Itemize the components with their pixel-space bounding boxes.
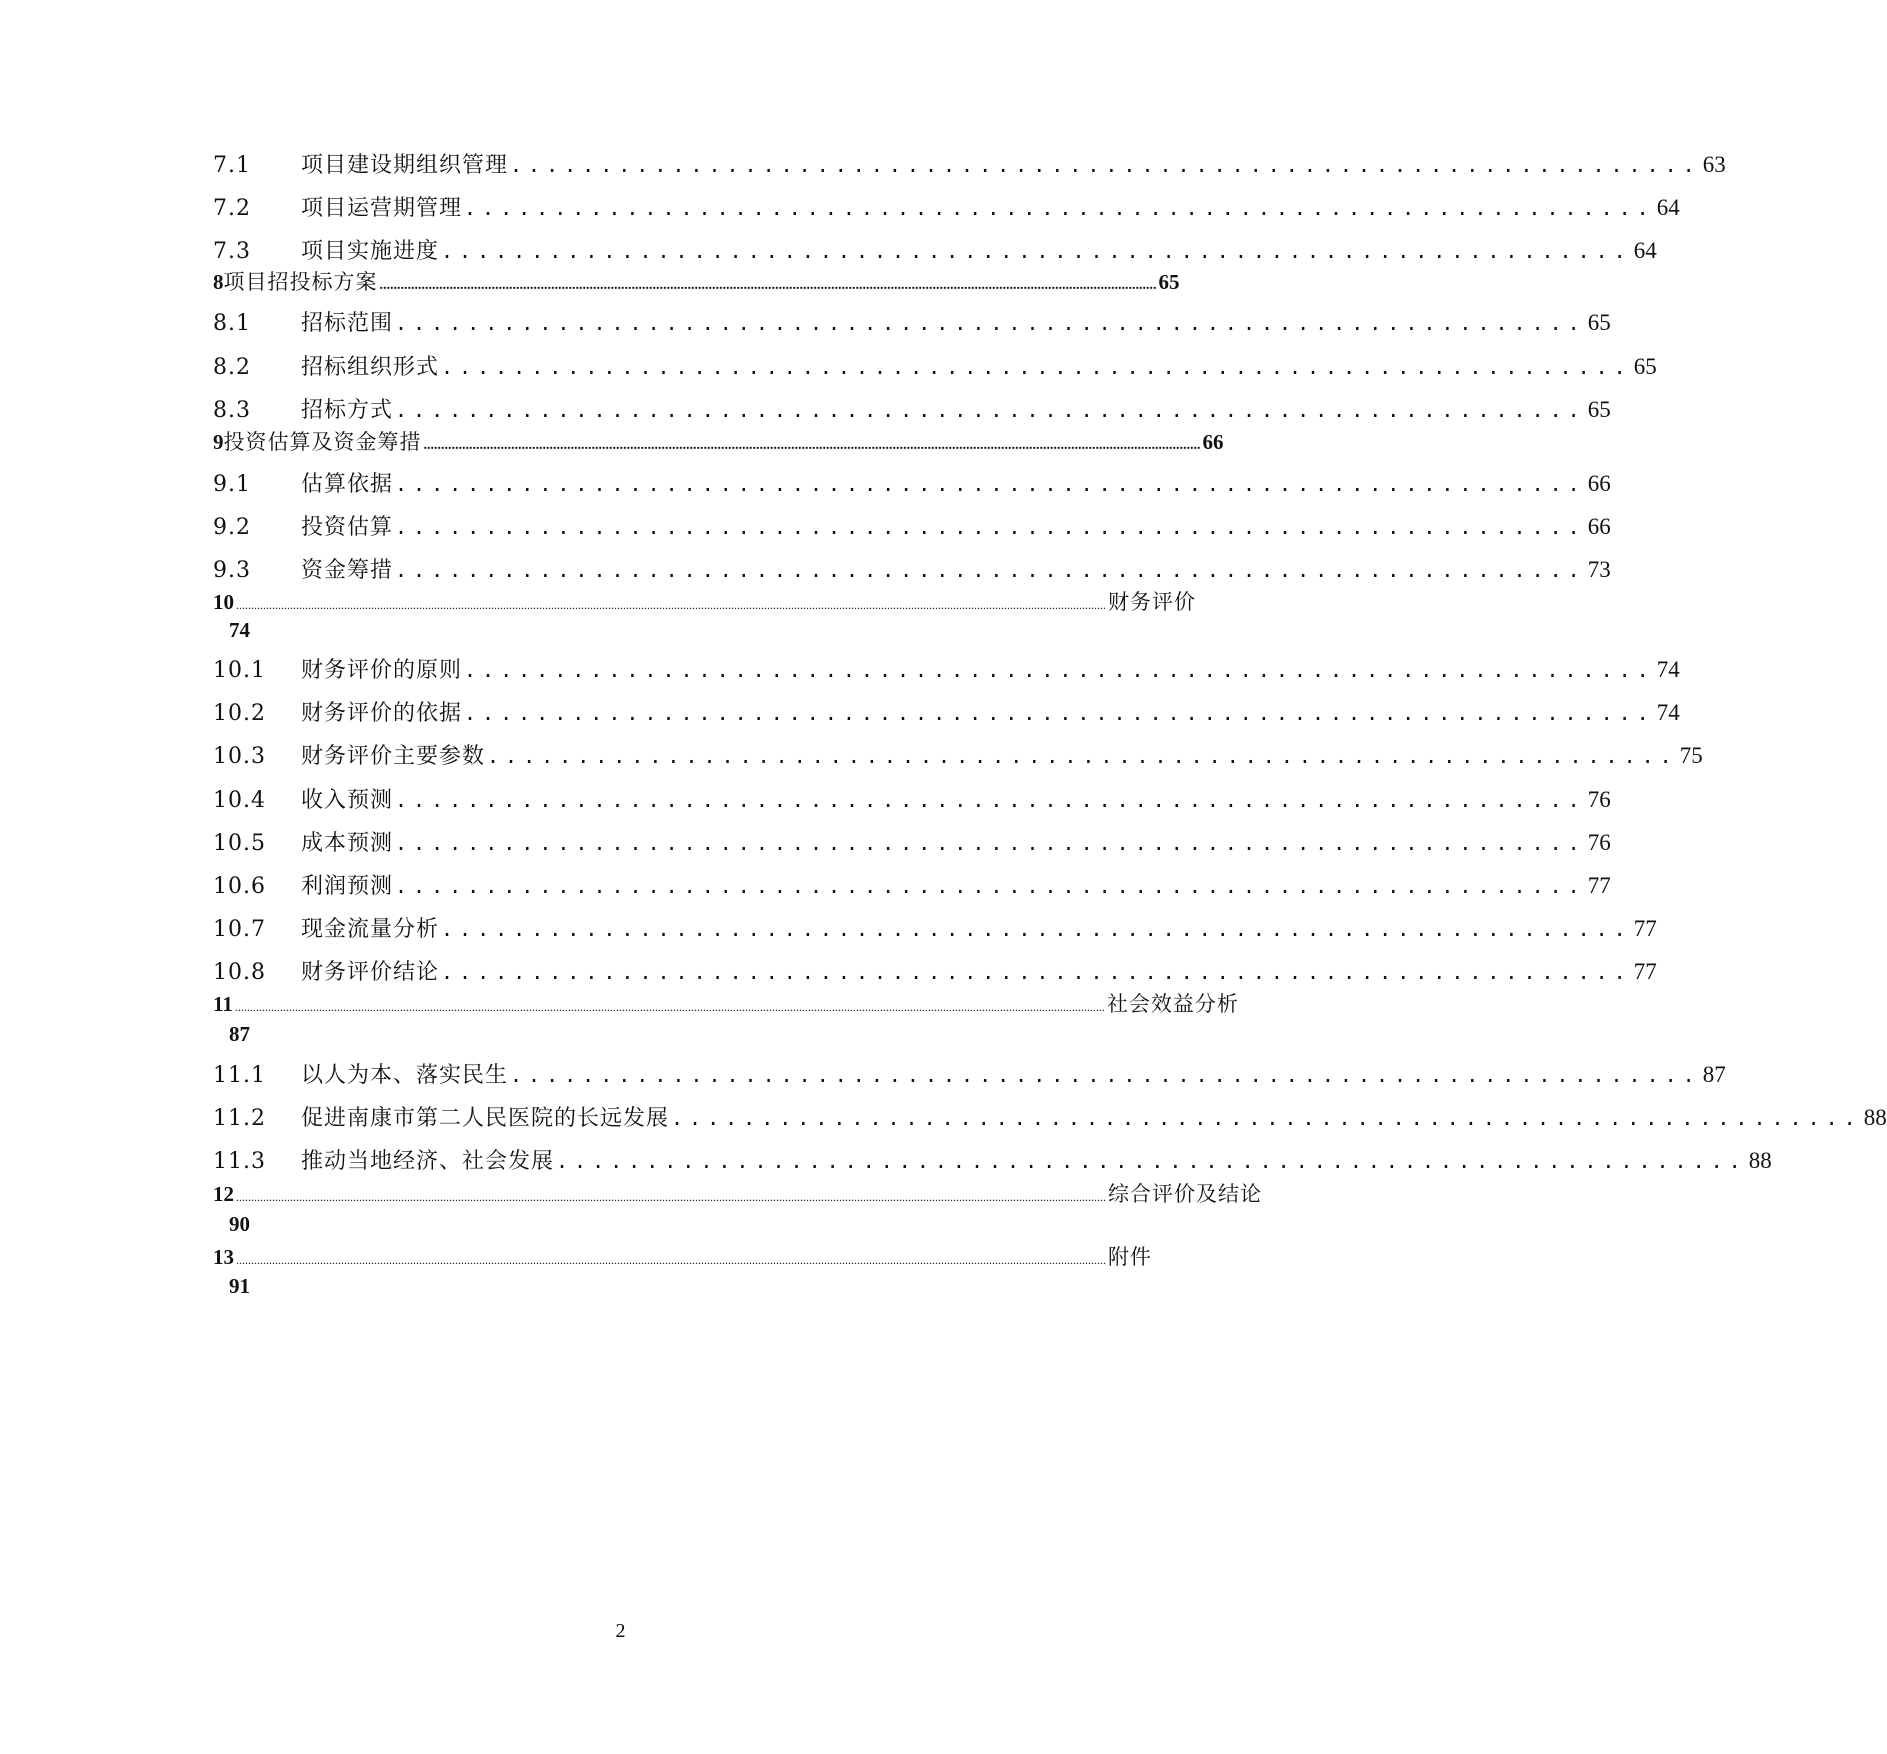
toc-chapter-number: 9	[213, 430, 224, 454]
dot-leader: ..................................................................	[464, 196, 1655, 220]
dot-leader: ..................................................................	[510, 153, 1701, 177]
toc-entry[interactable]	[213, 352, 1657, 382]
toc-entry-page: 77	[1633, 959, 1657, 984]
dot-leader: ..................................................................	[441, 917, 1632, 941]
toc-entry-page: 76	[1587, 787, 1611, 812]
toc-entry-title: 收入预测	[301, 788, 394, 813]
dot-leader: ..............................................................................................................................................................................................................................	[379, 278, 1157, 293]
toc-chapter-page: 91	[229, 1274, 250, 1298]
toc-chapter-page: 74	[229, 618, 250, 642]
toc-entry-page: 88	[1863, 1105, 1887, 1130]
toc-entry-title: 促进南康市第二人民医院的长远发展	[301, 1106, 670, 1131]
toc-chapter-page: 90	[229, 1212, 250, 1236]
toc-entry-page: 66	[1587, 471, 1611, 496]
toc-entry-number: 10.3	[213, 744, 266, 769]
toc-entry-page: 87	[1702, 1062, 1726, 1087]
toc-entry[interactable]	[213, 1146, 1772, 1176]
toc-entry-title: 项目运营期管理	[301, 196, 463, 221]
dot-leader: ..................................................................	[556, 1149, 1747, 1173]
toc-chapter-title: 项目招投标方案	[223, 270, 378, 294]
toc-entry-title: 财务评价结论	[301, 960, 440, 985]
toc-entry-page: 77	[1587, 873, 1611, 898]
dot-leader: ..................................................................................................................................................................................................................................................................................................	[236, 1253, 1106, 1267]
toc-chapter-title: 附件	[1108, 1245, 1152, 1269]
dot-leader: ..................................................................	[395, 558, 1586, 582]
toc-entry-page: 65	[1633, 354, 1657, 379]
toc-entry-number: 8.2	[213, 355, 251, 380]
toc-entry-number: 8.1	[213, 311, 251, 336]
toc-entry-page: 77	[1633, 916, 1657, 941]
toc-entry[interactable]	[213, 395, 1611, 425]
dot-leader: ..................................................................	[441, 355, 1632, 379]
toc-chapter-entry[interactable]	[213, 268, 1180, 296]
toc-chapter-entry[interactable]	[213, 1180, 1262, 1208]
toc-entry[interactable]	[213, 308, 1611, 338]
toc-entry-number: 10.7	[213, 917, 266, 942]
toc-entry[interactable]	[213, 828, 1611, 858]
dot-leader: ..................................................................	[395, 788, 1586, 812]
toc-entry-title: 成本预测	[301, 831, 394, 856]
toc-entry[interactable]	[213, 469, 1611, 499]
toc-entry-title: 财务评价的原则	[301, 658, 463, 683]
toc-entry-title: 资金筹措	[301, 558, 394, 583]
toc-chapter-title: 综合评价及结论	[1108, 1182, 1262, 1206]
toc-entry-title: 招标组织形式	[301, 355, 440, 380]
toc-entry-number: 10.4	[213, 788, 266, 813]
toc-entry[interactable]	[213, 785, 1611, 815]
toc-entry-title: 财务评价的依据	[301, 701, 463, 726]
toc-entry-page: 73	[1587, 557, 1611, 582]
toc-entry[interactable]	[213, 1103, 1887, 1133]
toc-entry[interactable]	[213, 555, 1611, 585]
dot-leader: ..................................................................	[395, 831, 1586, 855]
toc-entry-number: 11.3	[213, 1149, 266, 1174]
toc-entry-title: 招标范围	[301, 311, 394, 336]
toc-entry-page: 64	[1633, 238, 1657, 263]
toc-entry-number: 7.3	[213, 239, 251, 264]
dot-leader: ..................................................................................................................................................................................................................................................................................................	[236, 598, 1106, 612]
toc-entry[interactable]	[213, 1060, 1726, 1090]
toc-entry-title: 项目实施进度	[301, 239, 440, 264]
toc-chapter-entry[interactable]	[213, 990, 1239, 1018]
toc-entry-title: 现金流量分析	[301, 917, 440, 942]
dot-leader: ..................................................................	[441, 960, 1632, 984]
toc-entry[interactable]	[213, 741, 1703, 771]
page-number-footer: 2	[615, 1620, 626, 1642]
toc-entry-page: 74	[1656, 700, 1680, 725]
toc-entry-title: 推动当地经济、社会发展	[301, 1149, 555, 1174]
toc-chapter-number: 12	[213, 1182, 234, 1206]
toc-entry[interactable]	[213, 871, 1611, 901]
toc-entry-number: 10.1	[213, 658, 266, 683]
toc-entry-page: 65	[1587, 310, 1611, 335]
toc-entry-number: 11.1	[213, 1063, 266, 1088]
toc-chapter-page: 66	[1202, 430, 1224, 454]
toc-chapter-number: 10	[213, 590, 234, 614]
toc-chapter-number: 8	[213, 270, 224, 294]
toc-entry-number: 9.3	[213, 558, 251, 583]
toc-entry[interactable]	[213, 698, 1680, 728]
toc-entry-title: 估算依据	[301, 472, 394, 497]
toc-entry[interactable]	[213, 193, 1680, 223]
toc-chapter-entry[interactable]	[213, 1243, 1152, 1271]
dot-leader: ..................................................................................................................................................................................................................................................................................................	[236, 1190, 1106, 1204]
toc-entry-number: 10.6	[213, 874, 266, 899]
toc-entry[interactable]	[213, 512, 1611, 542]
toc-entry[interactable]	[213, 236, 1657, 266]
dot-leader: ..................................................................	[395, 515, 1586, 539]
toc-chapter-entry[interactable]	[213, 428, 1224, 456]
toc-entry-number: 7.2	[213, 196, 251, 221]
toc-chapter-number: 11	[213, 992, 233, 1016]
toc-entry-title: 投资估算	[301, 515, 394, 540]
toc-entry-number: 8.3	[213, 398, 251, 423]
toc-entry-page: 66	[1587, 514, 1611, 539]
toc-entry-number: 9.1	[213, 472, 251, 497]
toc-entry-page: 64	[1656, 195, 1680, 220]
toc-entry-number: 9.2	[213, 515, 251, 540]
dot-leader: ..................................................................	[487, 744, 1678, 768]
toc-entry-title: 利润预测	[301, 874, 394, 899]
toc-entry-page: 76	[1587, 830, 1611, 855]
dot-leader: ..................................................................	[395, 874, 1586, 898]
toc-chapter-entry[interactable]	[213, 588, 1196, 616]
toc-entry-title: 财务评价主要参数	[301, 744, 486, 769]
dot-leader: ..................................................................	[464, 701, 1655, 725]
dot-leader: ..............................................................................................................................................................................................................................	[423, 438, 1201, 453]
toc-entry[interactable]	[213, 655, 1680, 685]
toc-entry-title: 项目建设期组织管理	[301, 153, 509, 178]
toc-chapter-title: 社会效益分析	[1106, 992, 1239, 1016]
toc-entry-number: 7.1	[213, 153, 251, 178]
toc-chapter-page: 87	[229, 1022, 250, 1046]
dot-leader: ..................................................................	[510, 1063, 1701, 1087]
toc-entry-title: 招标方式	[301, 398, 394, 423]
toc-entry-number: 10.8	[213, 960, 266, 985]
toc-entry-number: 10.2	[213, 701, 266, 726]
dot-leader: ..................................................................	[395, 472, 1586, 496]
toc-entry-number: 11.2	[213, 1106, 266, 1131]
dot-leader: ..................................................................	[395, 311, 1586, 335]
toc-entry-page: 65	[1587, 397, 1611, 422]
dot-leader: ..................................................................................................................................................................................................................................................................................................	[234, 1000, 1105, 1014]
toc-entry-page: 75	[1679, 743, 1703, 768]
toc-entry-number: 10.5	[213, 831, 266, 856]
dot-leader: ..................................................................	[464, 658, 1655, 682]
toc-entry[interactable]	[213, 914, 1657, 944]
dot-leader: ..................................................................	[441, 239, 1632, 263]
toc-chapter-number: 13	[213, 1245, 234, 1269]
toc-chapter-page: 65	[1158, 270, 1180, 294]
toc-entry-page: 74	[1656, 657, 1680, 682]
dot-leader: ..................................................................	[395, 398, 1586, 422]
dot-leader: ..................................................................	[671, 1106, 1862, 1130]
toc-entry-page: 63	[1702, 152, 1726, 177]
toc-entry-title: 以人为本、落实民生	[301, 1063, 509, 1088]
toc-chapter-title: 投资估算及资金筹措	[223, 430, 422, 454]
toc-chapter-title: 财务评价	[1108, 590, 1196, 614]
toc-entry-page: 88	[1748, 1148, 1772, 1173]
toc-entry[interactable]	[213, 150, 1726, 180]
toc-entry[interactable]	[213, 957, 1657, 987]
